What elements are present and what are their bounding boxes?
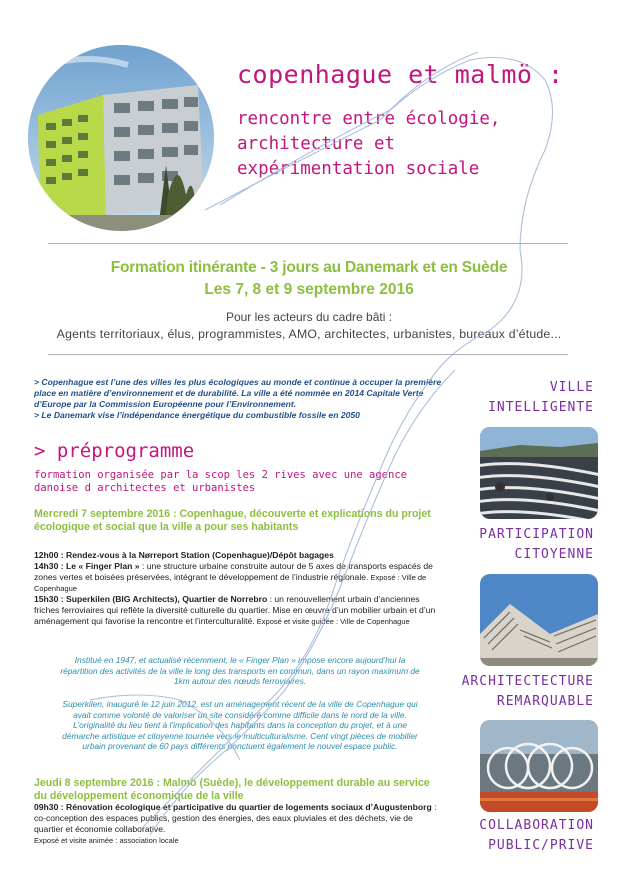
label-line: PUBLIC/PRIVE (488, 838, 594, 853)
schedule-credit: Exposé et visite animée : association locale (34, 836, 179, 845)
top-divider (48, 243, 568, 244)
label-line: COLLABORATION (479, 818, 594, 833)
schedule-item (34, 802, 444, 835)
intro-block (34, 377, 444, 421)
label-line: ARCHITECTECTURE (461, 674, 594, 689)
schedule-credit: Exposé : Ville de Copenhague (34, 573, 427, 593)
wednesday-schedule (34, 550, 444, 627)
audience-list: Agents territoriaux, élus, programmistes, AMO, architectes, urbanistes, bureaux d’étude... (56, 327, 562, 341)
label-line: VILLE (549, 380, 594, 395)
schedule-time: 12h00 : Rendez-vous à la Nørreport Station (Copenhague)/Dépôt bagages (34, 550, 334, 560)
schedule-text: : une structure urbaine construite autour de 5 axes de transports espacés de zones vertes et boisées préservées, intégrant le développement de l’industrie régionale. (34, 561, 433, 582)
urban-furniture-photo (480, 720, 598, 812)
label-ville-intelligente (488, 378, 594, 418)
wednesday-heading: Mercredi 7 septembre 2016 : Copenhague, découverte et explications du projet écologique et social que la ville a pour ses habitants (34, 508, 431, 533)
label-line: REMARQUABLE (496, 694, 594, 709)
header-building-photo (28, 45, 214, 231)
label-line: CITOYENNE (514, 547, 594, 562)
schedule-item (34, 594, 444, 627)
superkilen-photo (480, 427, 598, 519)
subtitle-line: expérimentation sociale (237, 159, 480, 179)
superkilen-note: Superkilen, inauguré le 12 juin 2012, est un aménagement récent de la ville de Copenhague qui avait comme volonté de valoriser un site considéré comme difficile dans le nord de la ville. L’originalité du lieu tient à l’implication des habitants dans la conception du projet, et à une démarche artistique et citoyenne tournée vers le multiculturalisme. Cent vingt pièces de mobilier urbain provenant de 60 pays différents ponctuent également le nouvel espace public. (62, 699, 418, 751)
subtitle-line: architecture et (237, 134, 396, 154)
schedule-item (34, 561, 444, 594)
label-line: PARTICIPATION (479, 527, 594, 542)
preprogramme-subtitle: formation organisée par la scop les 2 rives avec une agence danoise d architectes et urbanistes (34, 469, 407, 494)
label-architecture-remarquable (462, 672, 594, 712)
formation-dates: Les 7, 8 et 9 septembre 2016 (204, 281, 414, 298)
label-participation-citoyenne (479, 525, 594, 565)
preprogramme-title: > préprogramme (34, 440, 195, 462)
thursday-schedule (34, 802, 444, 846)
thursday-heading: Jeudi 8 septembre 2016 : Malmö (Suède), le développement durable au service du développement économique de la ville (34, 777, 430, 802)
finger-plan-note: Institué en 1947, et actualisé récemment, le « Finger Plan » impose encore aujourd’hui la répartition des activités de la ville le long des transports en commun, dans un rayon maximum de 1km autour des nœuds ferroviaires. (60, 655, 420, 686)
schedule-text: : un renouvellement urbain d’anciennes friches ferroviaires qui reflète la diversité culturelle du quartier. Mise en œuvre d’un mobilier urbain et d’un aménagement qui favorise la rencontre et l’interculturalité. (34, 594, 436, 626)
schedule-time: 14h30 : Le « Finger Plan » (34, 561, 142, 571)
schedule-item (34, 550, 444, 561)
middle-divider (48, 354, 568, 355)
schedule-text: : co-conception des espaces publics, gestion des énergies, des eaux pluviales et des déchets, vie de quartier et économie collaborative. (34, 802, 437, 834)
intro-paragraph: > Copenhague est l’une des villes les plus écologiques au monde et continue à occuper la première place en matière d’environnement et de durabilité. La ville a été nommée en 2014 Capitale Verte d’Europe par la Commission Européenne pour l’Environnement. (34, 377, 442, 409)
schedule-credit: Exposé et visite guidée : Ville de Copenhague (254, 617, 410, 626)
label-line: INTELLIGENTE (488, 400, 594, 415)
label-collaboration-public-prive (479, 816, 594, 856)
audience-title: Pour les acteurs du cadre bâti : (225, 310, 393, 324)
page-title: copenhague et malmö : (237, 60, 564, 89)
page-subtitle (237, 107, 500, 182)
eight-house-photo (480, 574, 598, 666)
formation-title: Formation itinérante - 3 jours au Danemark et en Suède (110, 259, 508, 276)
subtitle-line: rencontre entre écologie, (237, 109, 501, 129)
schedule-time: 15h30 : Superkilen (BIG Architects), Quartier de Norrebro (34, 594, 270, 604)
intro-paragraph: > Le Danemark vise l’indépendance énergétique du combustible fossile en 2050 (34, 410, 360, 420)
schedule-time: 09h30 : Rénovation écologique et participative du quartier de logements sociaux d’Augustenborg (34, 802, 432, 812)
